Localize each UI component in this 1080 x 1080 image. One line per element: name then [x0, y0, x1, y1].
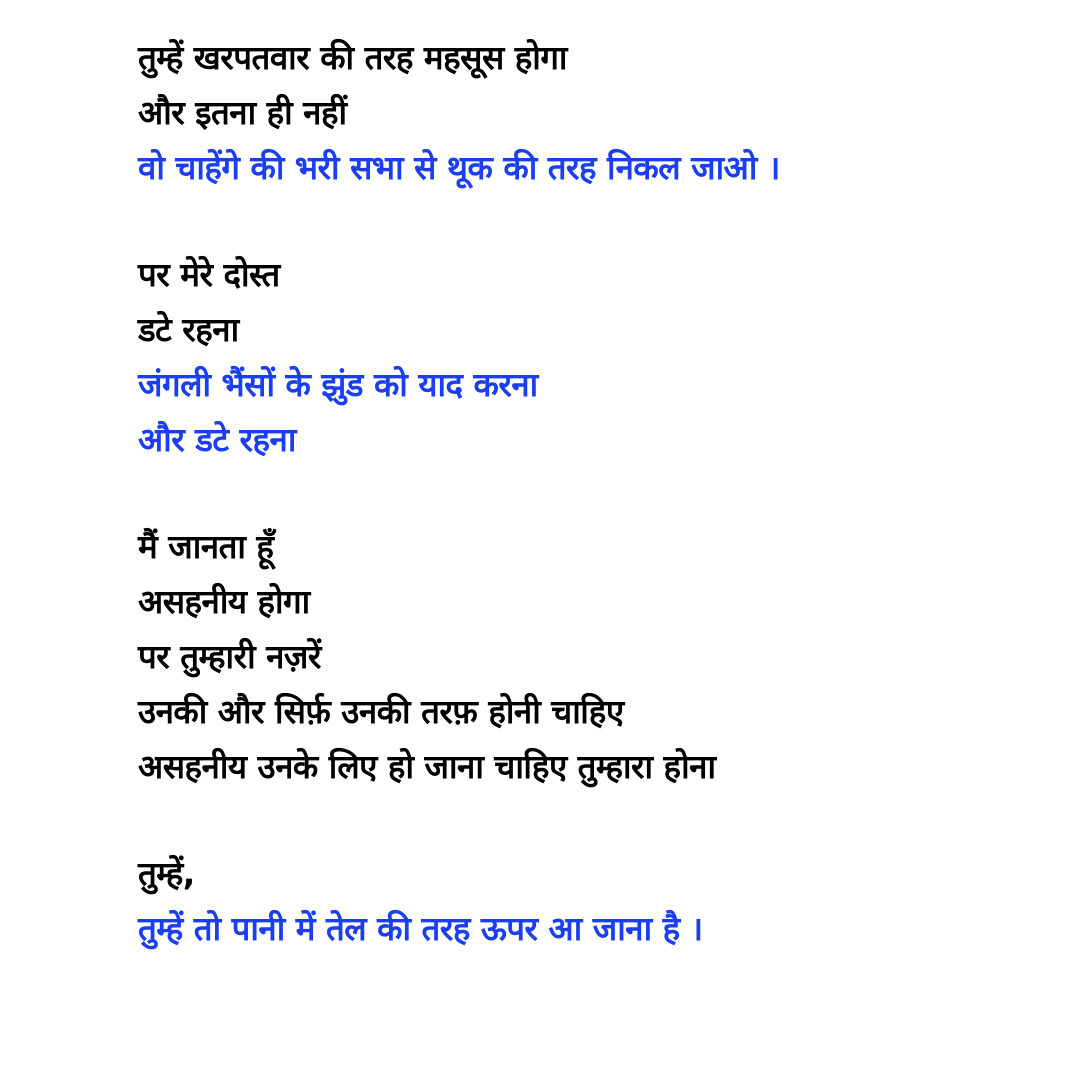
poem-line: असहनीय उनके लिए हो जाना चाहिए तुम्हारा होना — [138, 747, 716, 786]
poem-line: तुम्हें खरपतवार की तरह महसूस होगा — [138, 38, 567, 77]
poem-line: असहनीय होगा — [138, 582, 310, 621]
poem-line: पर तुम्हारी नज़रें — [138, 637, 321, 676]
stanza-3 — [138, 519, 1038, 794]
stanza-1 — [138, 30, 1038, 195]
stanza-4 — [138, 846, 1038, 956]
poem-line: डटे रहना — [138, 310, 239, 349]
poem-line: मैं जानता हूँ — [138, 527, 274, 566]
poem-line: उनकी और सिर्फ़ उनकी तरफ़ होनी चाहिए — [138, 692, 624, 731]
poem-line: तुम्हें, — [138, 854, 195, 893]
poem-line-highlighted: तुम्हें तो पानी में तेल की तरह ऊपर आ जाना है । — [138, 909, 703, 948]
poem — [138, 30, 1038, 1008]
poem-line-highlighted: और डटे रहना — [138, 420, 296, 459]
poem-line: पर मेरे दोस्त — [138, 255, 280, 294]
poem-line-highlighted: वो चाहेंगे की भरी सभा से थूक की तरह निकल जाओ । — [138, 148, 780, 187]
poem-line: और इतना ही नहीं — [138, 93, 347, 132]
stanza-2 — [138, 247, 1038, 467]
poem-line-highlighted: जंगली भैंसों के झुंड को याद करना — [138, 365, 538, 404]
